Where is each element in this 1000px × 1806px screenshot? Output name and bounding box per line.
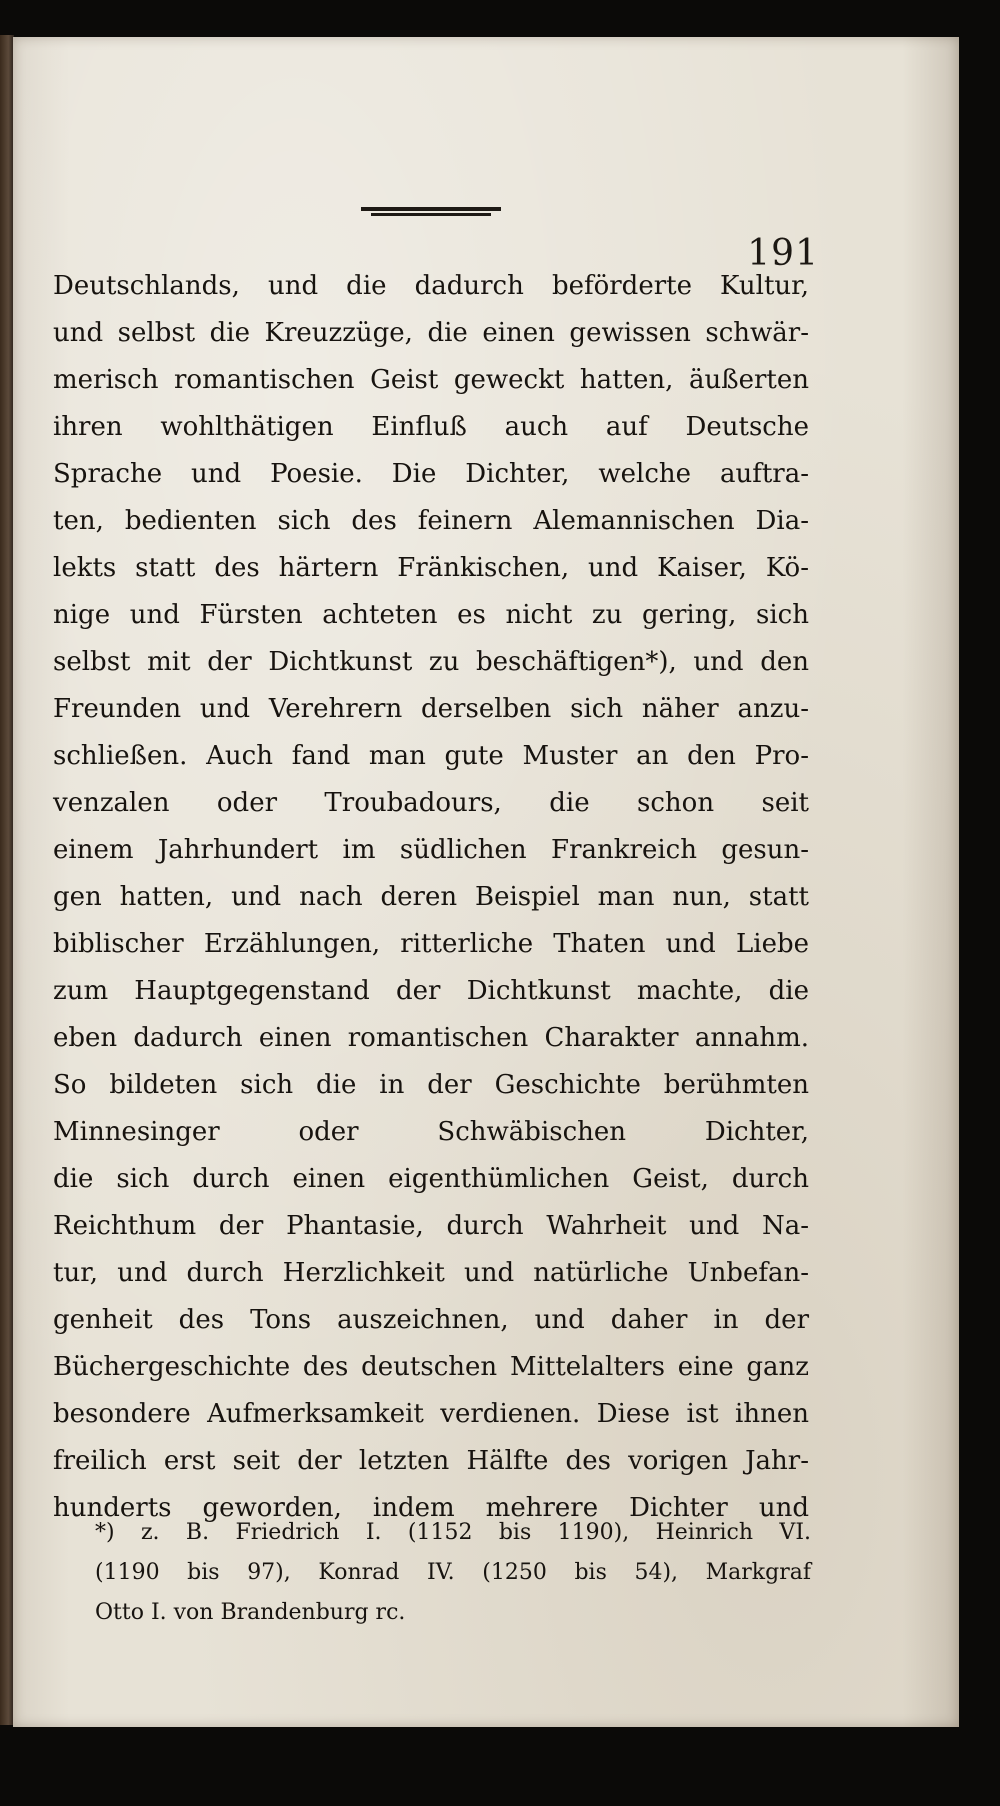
- text-line: eben dadurch einen romantischen Charakter annahm.: [53, 1023, 809, 1053]
- text-line: Büchergeschichte des deutschen Mittelalters eine ganz: [53, 1352, 809, 1382]
- text-line: venzalen oder Troubadours, die schon seit: [53, 788, 809, 818]
- text-line: biblischer Erzählungen, ritterliche Thaten und Liebe: [53, 929, 809, 959]
- text-line: So bildeten sich die in der Geschichte berühmten: [53, 1070, 809, 1100]
- footnotes: [95, 1513, 811, 1633]
- text-line: genheit des Tons auszeichnen, und daher in der: [53, 1305, 809, 1335]
- text-line: besondere Aufmerksamkeit verdienen. Diese ist ihnen: [53, 1399, 809, 1429]
- header-ornament: [361, 206, 501, 218]
- text-line: Minnesinger oder Schwäbischen Dichter,: [53, 1117, 809, 1147]
- text-line: schließen. Auch fand man gute Muster an den Pro-: [53, 741, 809, 771]
- text-line: Sprache und Poesie. Die Dichter, welche auftra-: [53, 459, 809, 489]
- text-line: nige und Fürsten achteten es nicht zu gering, sich: [53, 600, 809, 630]
- text-line: freilich erst seit der letzten Hälfte des vorigen Jahr-: [53, 1446, 809, 1476]
- text-line: Reichthum der Phantasie, durch Wahrheit und Na-: [53, 1211, 809, 1241]
- text-line: gen hatten, und nach deren Beispiel man nun, statt: [53, 882, 809, 912]
- page-number: 191: [747, 233, 819, 274]
- text-line: merisch romantischen Geist geweckt hatten, äußerten: [53, 365, 809, 395]
- scan-edge: [0, 35, 14, 1725]
- body-text: [53, 263, 809, 1532]
- text-line: selbst mit der Dichtkunst zu beschäftigen*), und den: [53, 647, 809, 677]
- footnote-line: Otto I. von Brandenburg rc.: [95, 1600, 406, 1625]
- ornament-rule-bottom: [371, 213, 491, 216]
- book-page: [13, 37, 959, 1727]
- text-line: ten, bedienten sich des feinern Alemannischen Dia-: [53, 506, 809, 536]
- text-line: ihren wohlthätigen Einfluß auch auf Deutsche: [53, 412, 809, 442]
- footnote-line: *) z. B. Friedrich I. (1152 bis 1190), Heinrich VI.: [95, 1520, 811, 1545]
- text-line: Freunden und Verehrern derselben sich näher anzu-: [53, 694, 809, 724]
- text-line: und selbst die Kreuzzüge, die einen gewissen schwär-: [53, 318, 809, 348]
- text-line: lekts statt des härtern Fränkischen, und Kaiser, Kö-: [53, 553, 809, 583]
- ornament-rule-top: [361, 207, 501, 211]
- text-line: einem Jahrhundert im südlichen Frankreich gesun-: [53, 835, 809, 865]
- text-line: Deutschlands, und die dadurch beförderte Kultur,: [53, 271, 809, 301]
- text-line: hunderts geworden, indem mehrere Dichter und: [53, 1493, 809, 1523]
- footnote-line: (1190 bis 97), Konrad IV. (1250 bis 54), Markgraf: [95, 1560, 811, 1585]
- text-line: zum Hauptgegenstand der Dichtkunst machte, die: [53, 976, 809, 1006]
- text-line: die sich durch einen eigenthümlichen Geist, durch: [53, 1164, 809, 1194]
- text-line: tur, und durch Herzlichkeit und natürliche Unbefan-: [53, 1258, 809, 1288]
- scan-background: [0, 1727, 1000, 1806]
